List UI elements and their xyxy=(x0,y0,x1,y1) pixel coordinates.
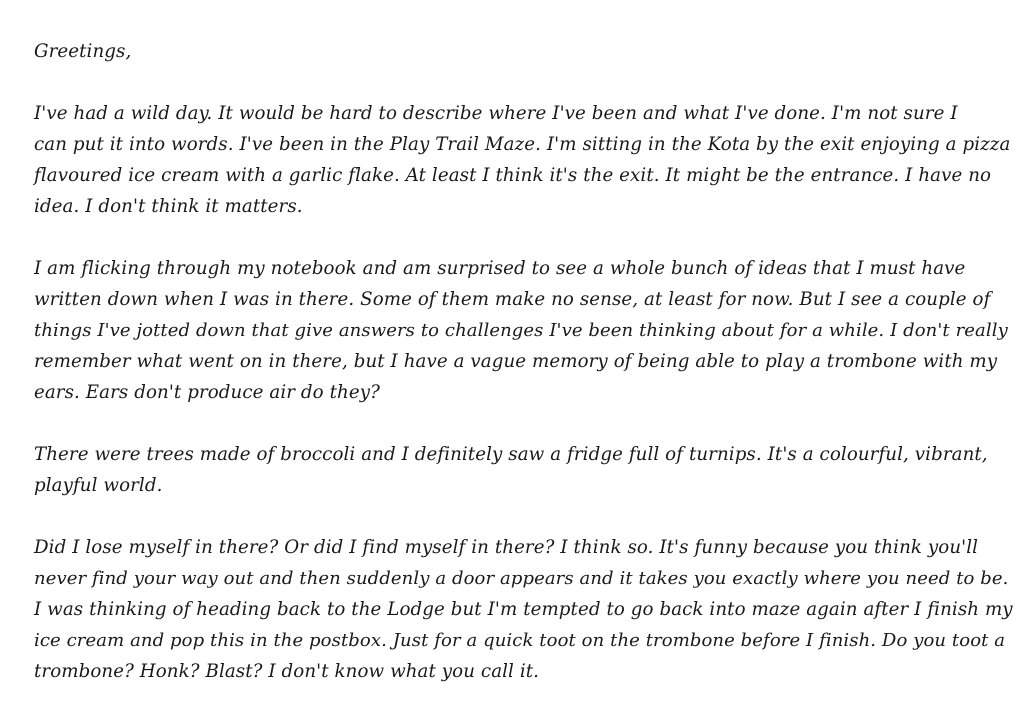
letter-body xyxy=(34,36,1013,687)
paragraph-line: Did I lose myself in there? Or did I find myself in there? I think so. It's funny because you think you'll xyxy=(34,537,979,558)
paragraph-line: remember what went on in there, but I have a vague memory of being able to play a trombone with my xyxy=(34,351,998,372)
paragraph-line: trombone? Honk? Blast? I don't know what you call it. xyxy=(34,661,540,682)
letter-greeting: Greetings, xyxy=(34,41,132,62)
paragraph-line: written down when I was in there. Some of them make no sense, at least for now. But I see a couple of xyxy=(34,289,991,310)
paragraph-line: things I've jotted down that give answers to challenges I've been thinking about for a while. I don't really xyxy=(34,320,1008,341)
paragraph-line: ears. Ears don't produce air do they? xyxy=(34,382,380,403)
paragraph-3 xyxy=(34,439,994,501)
paragraph-line: flavoured ice cream with a garlic flake. At least I think it's the exit. It might be the entrance. I have no xyxy=(34,165,992,186)
paragraph-line: I was thinking of heading back to the Lodge but I'm tempted to go back into maze again after I finish my xyxy=(34,599,1013,620)
paragraph-1 xyxy=(34,98,1011,222)
paragraph-line: I've had a wild day. It would be hard to describe where I've been and what I've done. I'm not sure I xyxy=(34,103,958,124)
paragraph-line: can put it into words. I've been in the Play Trail Maze. I'm sitting in the Kota by the exit enjoying a pizza xyxy=(34,134,1011,155)
paragraph-line: never find your way out and then suddenly a door appears and it takes you exactly where you need to be. xyxy=(34,568,1009,589)
paragraph-4 xyxy=(34,532,1013,687)
paragraph-line: idea. I don't think it matters. xyxy=(34,196,303,217)
paragraph-line: There were trees made of broccoli and I definitely saw a fridge full of turnips. It's a colourful, vibrant, xyxy=(34,444,988,465)
paragraph-line: playful world. xyxy=(34,475,163,496)
paragraph-line: I am flicking through my notebook and am surprised to see a whole bunch of ideas that I must have xyxy=(34,258,966,279)
paragraph-2 xyxy=(34,253,1008,408)
paragraph-line: ice cream and pop this in the postbox. Just for a quick toot on the trombone before I finish. Do you toot a xyxy=(34,630,1006,651)
